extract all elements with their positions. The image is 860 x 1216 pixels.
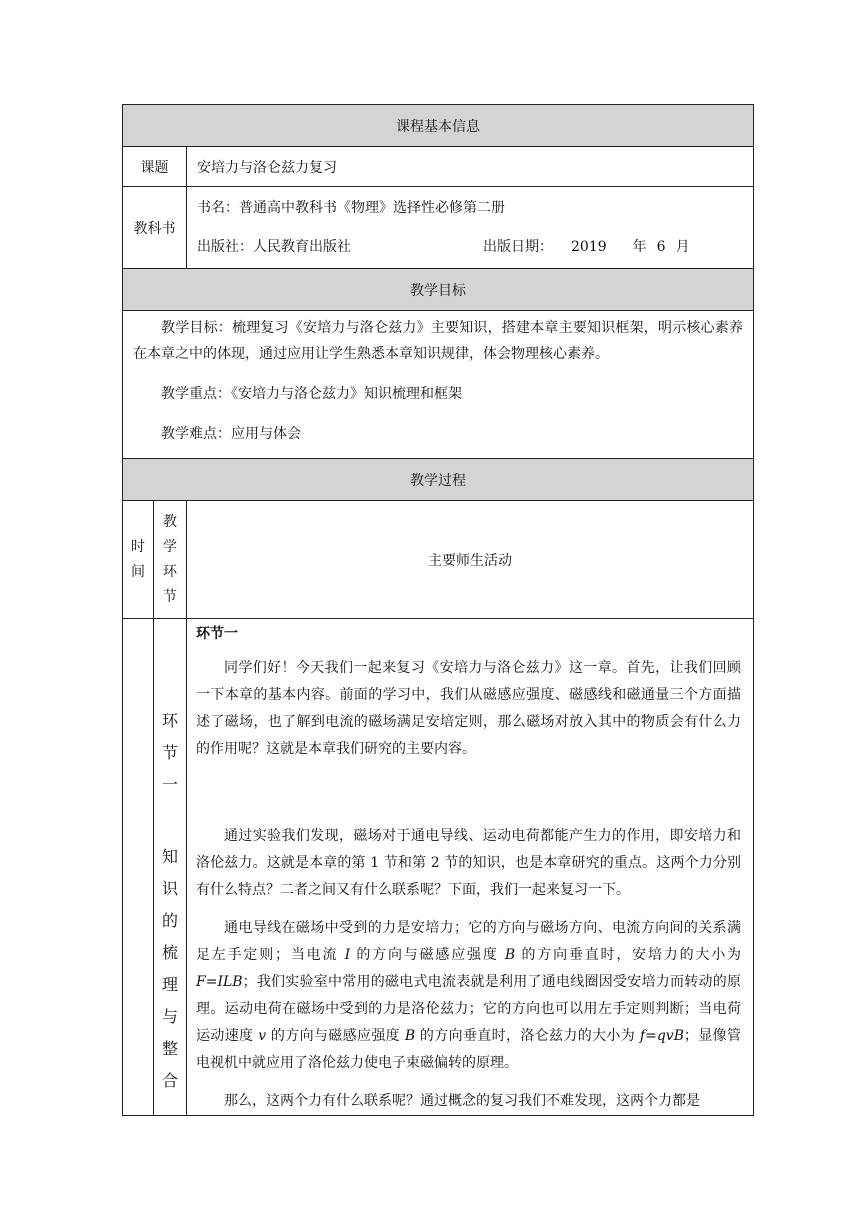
stage-name-a: 环节一	[161, 711, 178, 794]
teaching-objective: 教学目标：梳理复习《安培力与洛仑兹力》主要知识，搭建本章主要知识框架，明示核心素养在本章之中的体现，通过应用让学生熟悉本章知识规律，体会物理核心素养。	[133, 320, 744, 362]
year-unit: 年	[632, 239, 647, 255]
stage-cell	[154, 619, 187, 1116]
goals-content	[123, 311, 754, 459]
activity-paragraph-2: 通过实验我们发现，磁场对于通电导线、运动电荷都能产生力的作用，即安培力和洛伦兹力。这就是本章的第 1 节和第 2 节的知识，也是本章研究的重点。这两个力分别有什么特点？二者之间又有什么联系呢？下面，我们一起来复习一下。	[196, 828, 742, 898]
pub-month: 6	[656, 239, 666, 255]
course-info-header: 课程基本信息	[123, 105, 754, 147]
activity-paragraph-3: 通电导线在磁场中受到的力是安培力；它的方向与磁场方向、电流方向间的关系满足左手定则；当电流 I 的方向与磁感应强度 B 的方向垂直时，安培力的大小为 F=ILB；我们实验室中常用的磁电式电流表就是利用了通电线圈因受安培力而转动的原理。运动电荷在磁场中受到的力是洛伦兹力；它的方向也可以用左手定则判断；当电荷运动速度 v 的方向与磁感应强度 B 的方向垂直时，洛仑兹力的大小为 f=qvB；显像管电视机中就应用了洛伦兹力使电子束磁偏转的原理。	[196, 920, 742, 1071]
topic-label: 课题	[123, 147, 187, 187]
activity-cell	[187, 619, 754, 1116]
stage-name-b: 知识的梳理与整合	[161, 847, 178, 1090]
lesson-plan-table	[122, 104, 754, 1116]
book-name: 书名：普通高中教科书《物理》选择性必修第二册	[197, 200, 505, 216]
section-title: 环节一	[196, 626, 238, 642]
process-header: 教学过程	[123, 459, 754, 501]
activity-paragraph-4: 那么，这两个力有什么联系呢？通过概念的复习我们不难发现，这两个力都是	[224, 1093, 700, 1109]
time-cell	[123, 619, 154, 1116]
stage-column-header: 教学环节	[154, 501, 187, 619]
topic-value: 安培力与洛仑兹力复习	[187, 147, 754, 187]
teaching-key-point: 教学重点：《安培力与洛仑兹力》知识梳理和框架	[161, 386, 462, 402]
pub-date-label: 出版日期：	[483, 239, 553, 255]
activity-column-header: 主要师生活动	[187, 501, 754, 619]
activity-paragraph-1: 同学们好！今天我们一起来复习《安培力与洛仑兹力》这一章。首先，让我们回顾一下本章的基本内容。前面的学习中，我们从磁感应强度、磁感线和磁通量三个方面描述了磁场，也了解到电流的磁场满足安培定则，那么磁场对放入其中的物质会有什么力的作用呢？这就是本章我们研究的主要内容。	[196, 660, 742, 757]
textbook-label: 教科书	[123, 187, 187, 269]
textbook-info	[187, 187, 754, 269]
pub-year: 2019	[571, 239, 607, 255]
publisher: 出版社：人民教育出版社	[197, 239, 351, 255]
goals-header: 教学目标	[123, 269, 754, 311]
month-unit: 月	[675, 239, 690, 255]
teaching-difficulty: 教学难点：应用与体会	[161, 426, 301, 442]
publication-line	[197, 236, 753, 258]
time-column-header: 时间	[123, 501, 154, 619]
